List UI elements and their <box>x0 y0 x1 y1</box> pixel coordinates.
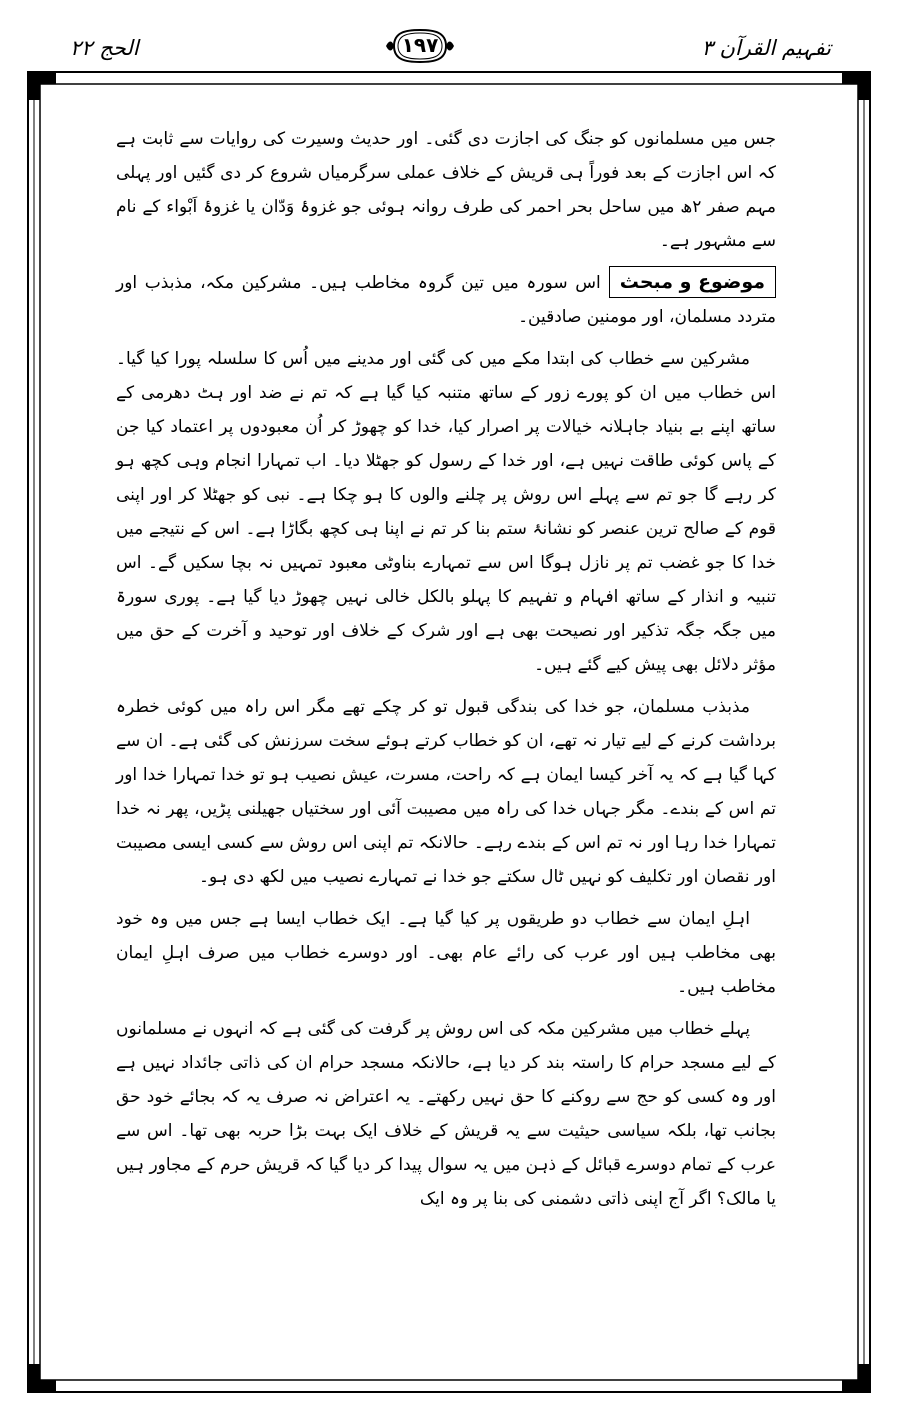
surah-title: الحج ۲۲ <box>70 36 139 60</box>
paragraph-2 <box>116 266 776 334</box>
paragraph-3: مشرکین سے خطاب کی ابتدا مکے میں کی گئی اور مدینے میں اُس کا سلسلہ پورا کیا گیا۔ اس خطاب میں ان کو پورے زور کے ساتھ متنبہ کیا گیا ہے کہ تم نے ضد اور ہٹ دھرمی کے ساتھ اپنے بے بنیاد جاہلانہ خیالات پر اصرار کیا، خدا کو چھوڑ کر اُن معبودوں پر اعتماد کیا جن کے پاس کوئی طاقت نہیں ہے، اور خدا کے رسول کو جھٹلا دیا۔ اب تمہارا انجام وہی کچھ ہو کر رہے گا جو تم سے پہلے اس روش پر چلنے والوں کا ہو چکا ہے۔ نبی کو جھٹلا کر اور اپنی قوم کے صالح ترین عنصر کو نشانۂ ستم بنا کر تم نے اپنا ہی کچھ بگاڑا ہے۔ اس کے نتیجے میں خدا کا جو غضب تم پر نازل ہوگا اس سے تمہارے بناوٹی معبود تمہیں نہ بچا سکیں گے۔ اس تنبیہ و انذار کے ساتھ افہام و تفہیم کا پہلو بالکل خالی نہیں چھوڑ دیا گیا ہے۔ پوری سورۃ میں جگہ جگہ تذکیر اور نصیحت بھی ہے اور شرک کے خلاف اور توحید و آخرت کے حق میں مؤثر دلائل بھی پیش کیے گئے ہیں۔ <box>116 349 776 675</box>
page-number-ornament <box>384 26 456 66</box>
section-heading: موضوع و مبحث <box>609 266 776 298</box>
paragraph-1: جس میں مسلمانوں کو جنگ کی اجازت دی گئی۔ اور حدیث وسیرت کی روایات سے ثابت ہے کہ اس اجازت کے بعد فوراً ہی قریش کے خلاف عملی سرگرمیاں شروع کر دی گئیں اور پہلی مہم صفر ۲ھ میں ساحل بحر احمر کی طرف روانہ ہوئی جو غزوۂ وَدّان یا غزوۂ اَبْواء کے نام سے مشہور ہے۔ <box>116 129 776 251</box>
paragraph-5: اہلِ ایمان سے خطاب دو طریقوں پر کیا گیا ہے۔ ایک خطاب ایسا ہے جس میں وہ خود بھی مخاطب ہیں اور عرب کی رائے عام بھی۔ اور دوسرے خطاب میں صرف اہلِ ایمان مخاطب ہیں۔ <box>116 909 776 997</box>
book-title: تفہیم القرآن ۳ <box>701 36 831 60</box>
page-header <box>0 0 897 66</box>
paragraph-6: پہلے خطاب میں مشرکین مکہ کی اس روش پر گرفت کی گئی ہے کہ انہوں نے مسلمانوں کے لیے مسجد حرام کا راستہ بند کر دیا ہے، حالانکہ مسجد حرام ان کی ذاتی جائداد نہیں ہے اور وہ کسی کو حج سے روکنے کا حق نہیں رکھتے۔ یہ اعتراض نہ صرف یہ کہ بجائے خود حق بجانب تھا، بلکہ سیاسی حیثیت سے یہ قریش کے خلاف ایک بہت بڑا حربہ بھی تھا۔ اس سے عرب کے تمام دوسرے قبائل کے ذہن میں یہ سوال پیدا کر دیا گیا کہ قریش حرم کے مجاور ہیں یا مالک؟ اگر آج اپنی ذاتی دشمنی کی بنا پر وہ ایک <box>116 1019 776 1209</box>
page-body <box>116 122 776 1384</box>
paragraph-2-text: اس سورہ میں تین گروہ مخاطب ہیں۔ مشرکین مکہ، مذبذب اور متردد مسلمان، اور مومنین صادقین۔ <box>116 273 776 327</box>
page-number: ۱۹۷ <box>401 33 439 57</box>
paragraph-4: مذبذب مسلمان، جو خدا کی بندگی قبول تو کر چکے تھے مگر اس راہ میں کوئی خطرہ برداشت کرنے کے لیے تیار نہ تھے، ان کو خطاب کرتے ہوئے سخت سرزنش کی گئی ہے۔ ان سے کہا گیا ہے کہ یہ آخر کیسا ایمان ہے کہ راحت، مسرت، عیش نصیب ہو تو خدا تمہارا خدا اور تم اس کے بندے۔ مگر جہاں خدا کی راہ میں مصیبت آئی اور سختیاں جھیلنی پڑیں، پھر نہ خدا تمہارا خدا رہا اور نہ تم اس کے بندے رہے۔ حالانکہ تم اپنی اس روش سے کسی ایسی مصیبت اور نقصان اور تکلیف کو نہیں ٹال سکتے جو خدا نے تمہارے نصیب میں لکھ دی ہو۔ <box>116 697 776 887</box>
